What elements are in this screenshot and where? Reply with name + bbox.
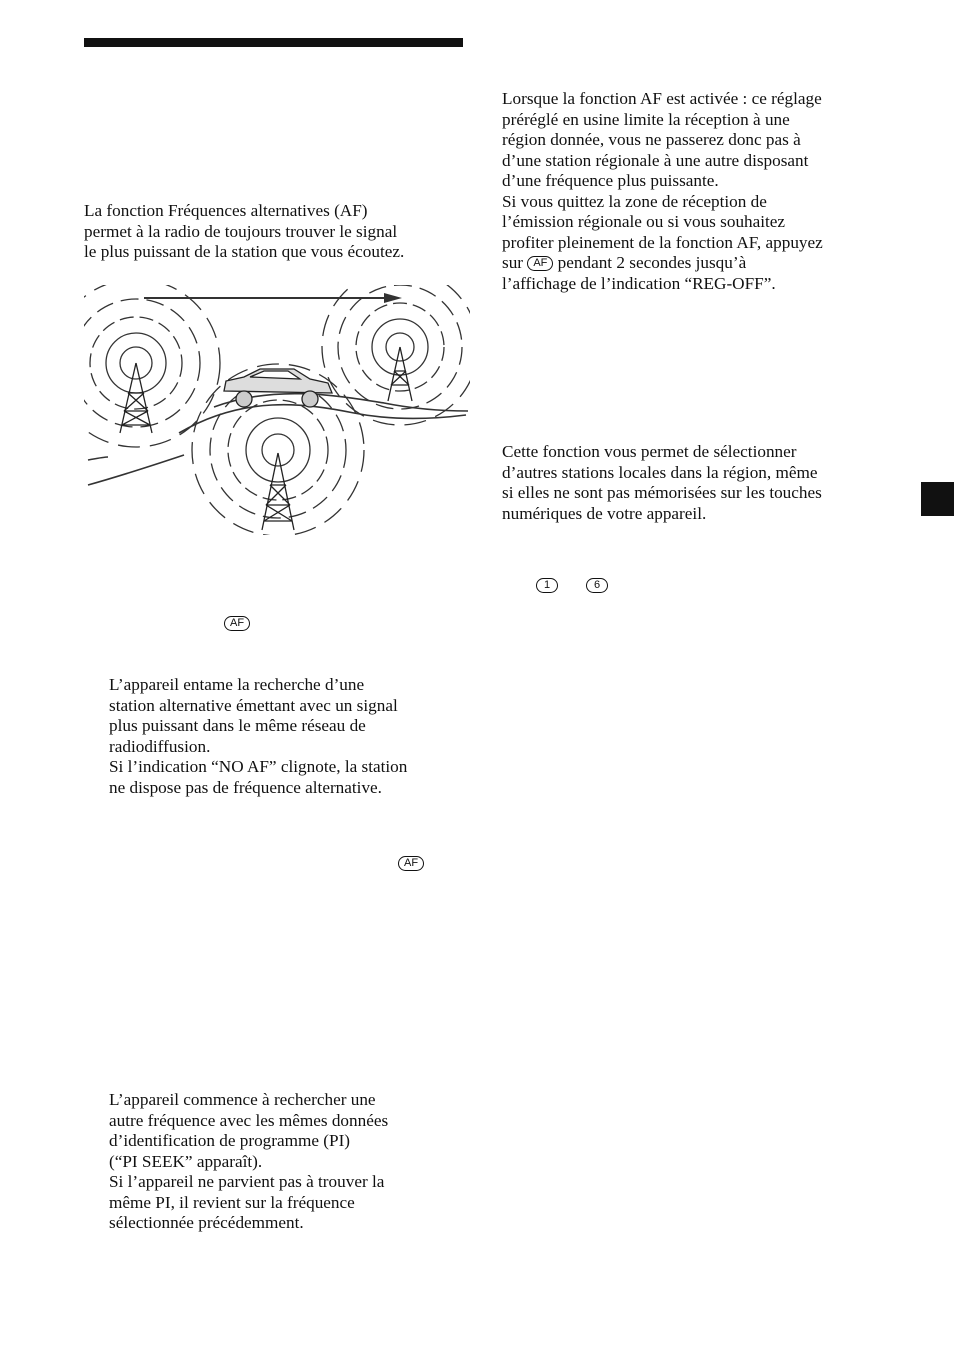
section-tab-marker [921, 482, 954, 516]
af-search-paragraph: L’appareil entame la recherche d’une station alternative émettant avec un signal plus puissant dans le même réseau de radiodiffusion. Si l’indication “NO AF” clignote, la station ne dispose pas de fréquence alternative. [109, 675, 408, 797]
preset-6-button-icon: 6 [586, 578, 608, 593]
car-icon [224, 369, 332, 407]
intro-paragraph: La fonction Fréquences alternatives (AF) permet à la radio de toujours trouver le signal le plus puissant de la station que vous écoutez. [84, 201, 405, 261]
af-button-icon-3: AF [527, 256, 553, 271]
af-button-icon-2: AF [398, 856, 424, 871]
reg-paragraph: Lorsque la fonction AF est activée : ce réglage préréglé en usine limite la réception à une région donnée, vous ne passerez donc pas à d’une station régionale à une autre disposant d’une fréquence plus puissante. Si vous quittez la zone de réception de l’émission régionale ou si vous souhaitez profiter pleinement de la fonction AF, appuyez sur AF pendant 2 secondes jusqu’à l’affichage de l’indication “REG-OFF”. [502, 89, 823, 293]
preset-1-button-icon: 1 [536, 578, 558, 593]
af-illustration [84, 285, 470, 535]
local-link-paragraph: Cette fonction vous permet de sélectionner d’autres stations locales dans la région, même si elles ne sont pas mémorisées sur les touches numériques de votre appareil. [502, 442, 822, 523]
radio-waves-right [322, 285, 470, 425]
section-header-bar [84, 38, 463, 47]
af-button-icon: AF [224, 616, 250, 631]
pi-seek-paragraph: L’appareil commence à rechercher une autre fréquence avec les mêmes données d’identification de programme (PI) (“PI SEEK” apparaît). Si l’appareil ne parvient pas à trouver la même PI, il revient sur la fréquence sélectionnée précédemment. [109, 1090, 389, 1232]
